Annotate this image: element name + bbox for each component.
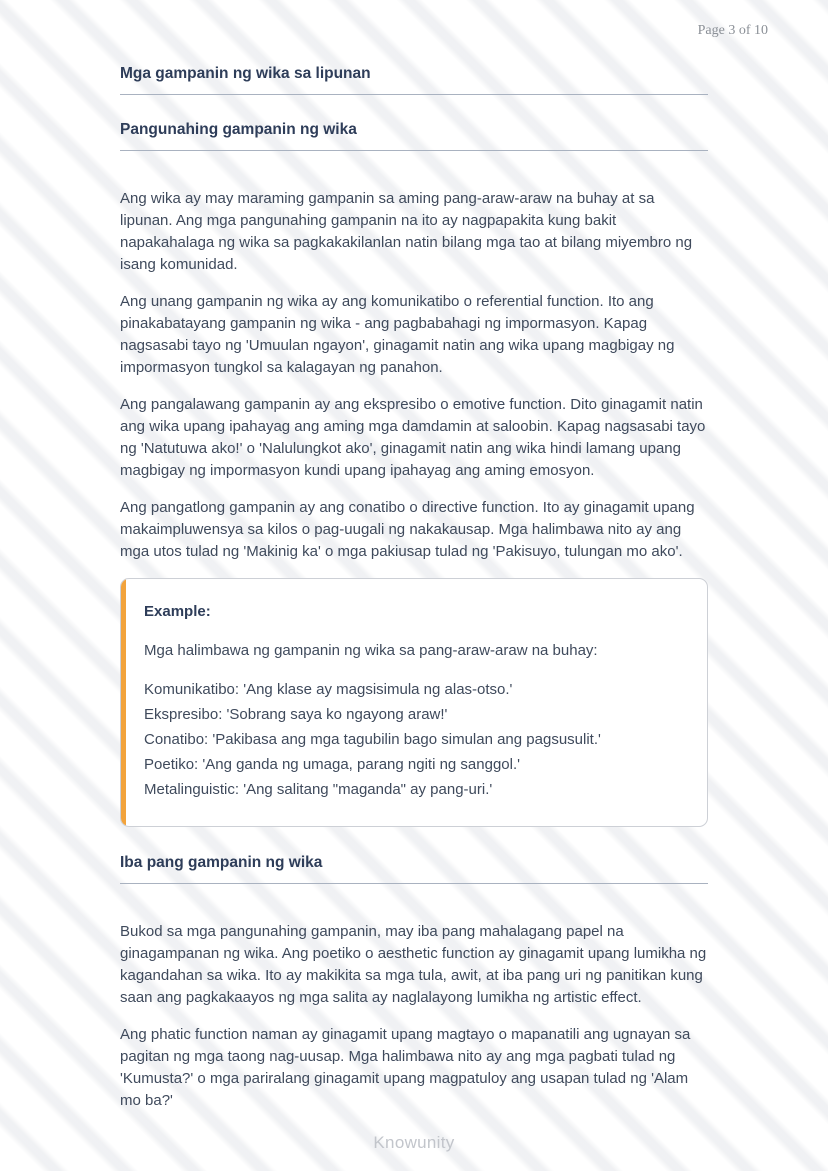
example-item-ekspresibo: Ekspresibo: 'Sobrang saya ko ngayong araw!' bbox=[144, 706, 448, 723]
paragraph-phatic: Ang phatic function naman ay ginagamit upang magtayo o mapanatili ang ugnayan sa pagitan ng mga taong nag-uusap. Mga halimbawa nito ay ang mga pagbati tulad ng 'Kumusta?' o mga pariralang ginagamit upang magpatuloy ang usapan tulad ng 'Alam mo ba?' bbox=[120, 1026, 691, 1109]
page-header bbox=[0, 0, 828, 39]
spacer bbox=[120, 910, 708, 921]
example-box-intro: Mga halimbawa ng gampanin ng wika sa pang-araw-araw na buhay: bbox=[144, 642, 598, 659]
example-accent-bar bbox=[121, 579, 126, 826]
section-title-iba-pang-gampanin: Iba pang gampanin ng wika bbox=[120, 854, 708, 884]
paragraph-komunikatibo: Ang unang gampanin ng wika ay ang komunikatibo o referential function. Ito ang pinakabatayang gampanin ng wika - ang pagbabahagi ng impormasyon. Kapag nagsasabi tayo ng 'Umuulan ngayon', ginagamit natin ang wika upang magbigay ng impormasyon tungkol sa kalagayan ng panahon. bbox=[120, 293, 675, 376]
document-content bbox=[120, 65, 708, 1112]
example-box-label: Example: bbox=[144, 603, 211, 620]
example-item-metalinguistic: Metalinguistic: 'Ang salitang "maganda" ay pang-uri.' bbox=[144, 781, 493, 798]
example-item-poetiko: Poetiko: 'Ang ganda ng umaga, parang ngiti ng sanggol.' bbox=[144, 756, 521, 773]
example-items bbox=[144, 677, 683, 802]
knowunity-watermark: Knowunity bbox=[373, 1133, 455, 1152]
page-footer bbox=[0, 1133, 828, 1153]
section-title-pangunahing-gampanin: Pangunahing gampanin ng wika bbox=[120, 121, 708, 151]
example-item-komunikatibo: Komunikatibo: 'Ang klase ay magsisimula ng alas-otso.' bbox=[144, 681, 513, 698]
paragraph-conatibo: Ang pangatlong gampanin ay ang conatibo o directive function. Ito ay ginagamit upang makaimpluwensya sa kilos o pag-uugali ng nakakausap. Mga halimbawa nito ay ang mga utos tulad ng 'Makinig ka' o mga pakiusap tulad ng 'Pakisuyo, tulungan mo ako'. bbox=[120, 499, 695, 560]
section-title-main: Mga gampanin ng wika sa lipunan bbox=[120, 65, 708, 95]
page-number-indicator: Page 3 of 10 bbox=[697, 23, 768, 38]
paragraph-intro: Ang wika ay may maraming gampanin sa aming pang-araw-araw na buhay at sa lipunan. Ang mga pangunahing gampanin na ito ay nagpapakita kung bakit napakahalaga ng wika sa pagkakakilanlan natin bilang mga tao at bilang miyembro ng isang komunidad. bbox=[120, 190, 693, 273]
paragraph-ekspresibo: Ang pangalawang gampanin ay ang ekspresibo o emotive function. Dito ginagamit natin ang wika upang ipahayag ang aming mga damdamin at saloobin. Kapag nagsasabi tayo ng 'Natutuwa ako!' o 'Nalulungkot ako', ginagamit natin ang wika hindi lamang upang magbigay ng impormasyon kundi upang ipahayag ang aming emosyon. bbox=[120, 396, 706, 479]
example-box bbox=[120, 578, 708, 827]
example-item-conatibo: Conatibo: 'Pakibasa ang mga tagubilin bago simulan ang pagsusulit.' bbox=[144, 731, 601, 748]
paragraph-poetiko-aesthetic: Bukod sa mga pangunahing gampanin, may iba pang mahalagang papel na ginagampanan ng wika. Ang poetiko o aesthetic function ay ginagamit upang lumikha ng kagandahan sa wika. Ito ay makikita sa mga tula, awit, at iba pang uri ng panitikan kung saan ang pagkakaayos ng mga salita ay naglalayong lumikha ng artistic effect. bbox=[120, 923, 707, 1006]
spacer bbox=[120, 177, 708, 188]
